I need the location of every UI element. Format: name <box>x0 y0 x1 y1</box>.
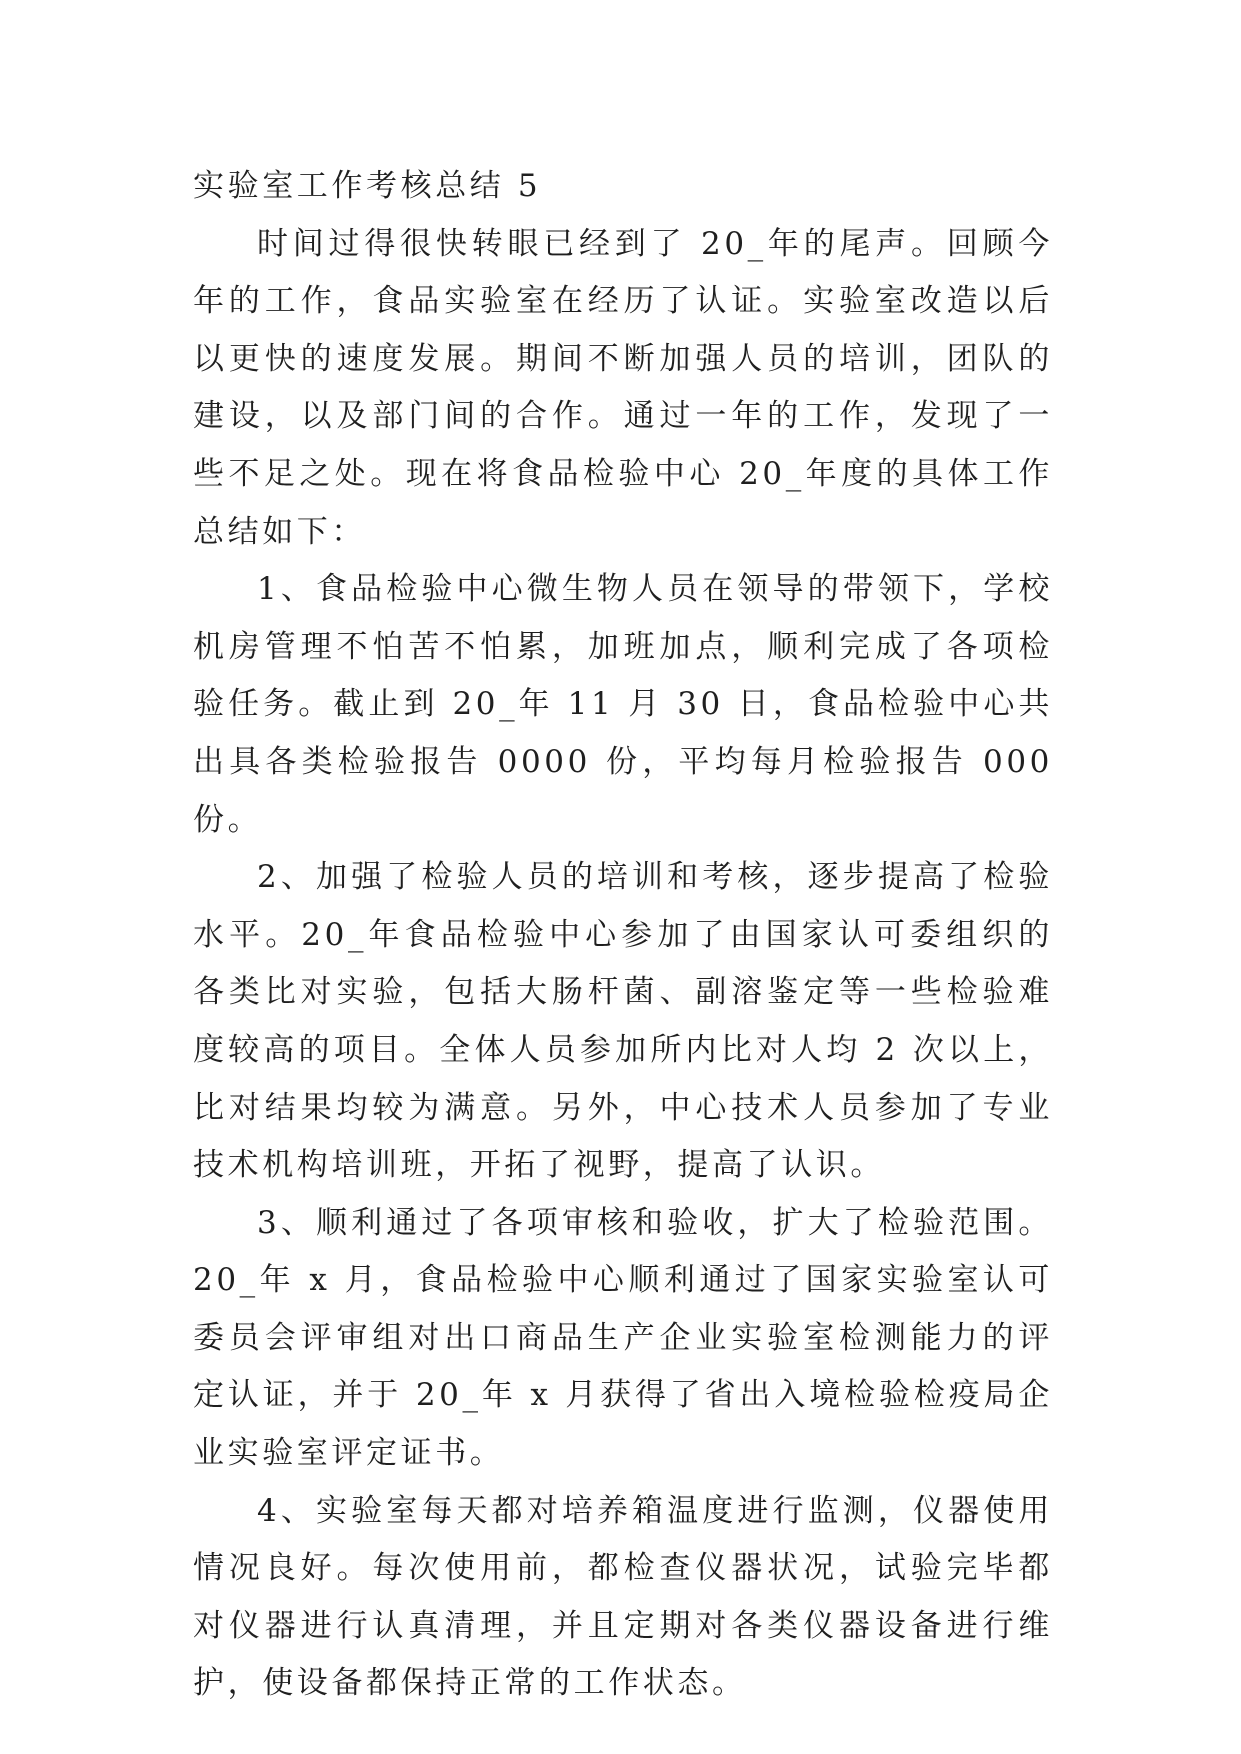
paragraph-item-2: 2、加强了检验人员的培训和考核，逐步提高了检验水平。20_年食品检验中心参加了由国家认可委组织的各类比对实验，包括大肠杆菌、副溶鉴定等一些检验难度较高的项目。全体人员参加所内比对人均 2 次以上，比对结果均较为满意。另外，中心技术人员参加了专业技术机构培训班，开拓了视野，提高了认识。 <box>193 859 1053 1184</box>
paragraph-item-4: 4、实验室每天都对培养箱温度进行监测，仪器使用情况良好。每次使用前，都检查仪器状况，试验完毕都对仪器进行认真清理，并且定期对各类仪器设备进行维护，使设备都保持正常的工作状态。 <box>193 1492 1053 1702</box>
document-title: 实验室工作考核总结 5 <box>193 168 542 204</box>
document-body <box>193 158 1053 1713</box>
paragraph-item-3: 3、顺利通过了各项审核和验收，扩大了检验范围。20_年 x 月，食品检验中心顺利通过了国家实验室认可委员会评审组对出口商品生产企业实验室检测能力的评定认证，并于 20_年 x 月获得了省出入境检验检疫局企业实验室评定证书。 <box>193 1204 1053 1472</box>
paragraph-item-1: 1、食品检验中心微生物人员在领导的带领下，学校机房管理不怕苦不怕累，加班加点，顺利完成了各项检验任务。截止到 20_年 11 月 30 日，食品检验中心共出具各类检验报告 0000 份，平均每月检验报告 000 份。 <box>193 571 1053 838</box>
paragraph-intro: 时间过得很快转眼已经到了 20_年的尾声。回顾今年的工作，食品实验室在经历了认证。实验室改造以后以更快的速度发展。期间不断加强人员的培训，团队的建设，以及部门间的合作。通过一年的工作，发现了一些不足之处。现在将食品检验中心 20_年度的具体工作总结如下： <box>193 225 1053 550</box>
